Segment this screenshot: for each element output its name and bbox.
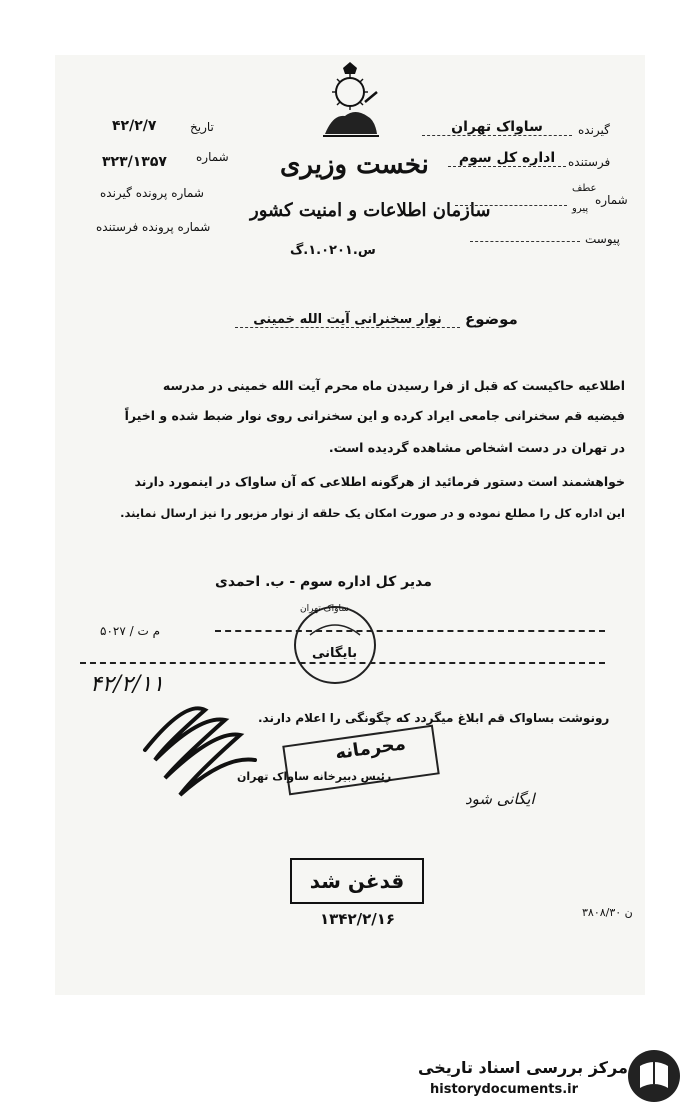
date-value: ۴۲/۲/۷ — [112, 118, 157, 134]
lion-and-sun-emblem — [315, 62, 385, 140]
corner-code: ۳۸۰۸/۳۰ ن — [582, 906, 633, 919]
sender-value: اداره کل سوم — [448, 150, 566, 167]
rect-stamp-text: محرمانه — [333, 733, 408, 764]
subject-value: نوار سخنرانی آیت الله خمینی — [235, 312, 460, 328]
recipient-label: گیرنده — [578, 123, 610, 137]
body-line-4: خواهشمند است دستور فرمائید از هرگونه اطلاعی که آن ساواک در اینمورد دارند — [134, 474, 625, 489]
body-line-3: در تهران در دست اشخاص مشاهده گردیده است. — [328, 440, 625, 455]
handwritten-number: ۴۲/۲/۱۱ — [90, 672, 164, 697]
round-stamp-line2: بایگانی — [312, 646, 358, 661]
handwritten-signature — [125, 690, 265, 805]
footer-brand-fa: مرکز بررسی اسناد تاریخی — [418, 1058, 628, 1077]
margin-note: ۵۰۲۷ / م ت — [100, 624, 160, 638]
number-sub-peyro: پیرو — [572, 203, 589, 214]
body-line-2: فیضیه قم سخنرانی جامعی ایراد کرده و این سخنرانی روی نوار ضبط شده و اخیراً — [124, 408, 625, 423]
organization-title: سازمان اطلاعات و امنیت کشور — [250, 200, 491, 221]
round-stamp-line1: ساواک تهران — [300, 604, 349, 614]
footer-brand-url: historydocuments.ir — [430, 1082, 579, 1097]
number-label-right: شماره — [595, 193, 628, 207]
separator-line-1 — [215, 630, 605, 632]
left-number-value: ۳۲۳/۱۳۵۷ — [102, 154, 167, 170]
box-stamp: قدغن شد — [290, 858, 424, 904]
handwritten-note: ایگانی شود — [465, 790, 535, 808]
sender-file-label: شماره پرونده فرستنده — [96, 220, 211, 234]
date-label: تاریخ — [190, 120, 214, 134]
copy-note: رونوشت بساواک قم ابلاغ میگردد که چگونگی را اعلام دارند. — [258, 711, 610, 725]
receiver-file-label: شماره پرونده گیرنده — [100, 186, 204, 200]
body-line-1: اطلاعیه حاکیست که قبل از فرا رسیدن ماه محرم آیت الله خمینی در مدرسه — [162, 378, 625, 393]
number-line — [455, 205, 567, 206]
history-documents-logo-icon — [626, 1048, 682, 1104]
attachment-line — [470, 241, 580, 242]
sender-label: فرستنده — [568, 155, 611, 169]
left-number-label: شماره — [196, 150, 229, 164]
subject-label: موضوع — [465, 310, 518, 328]
copy-note-sign: رئیس دبیرخانه ساواک تهران — [237, 770, 392, 783]
organization-code: س.۱.۰۲۰۱.گ — [290, 243, 376, 258]
signature-line: مدیر کل اداره سوم - ب. احمدی — [215, 574, 432, 590]
attachment-label: پیوست — [585, 232, 620, 246]
recipient-value: ساواک تهران — [422, 119, 572, 136]
number-sub-atf: عطف — [572, 183, 597, 194]
body-line-5: این اداره کل را مطلع نموده و در صورت امکان یک حلقه از نوار مزبور را نیز ارسال نمایند. — [120, 506, 625, 520]
ministry-title: نخست وزیری — [280, 150, 429, 180]
bottom-date: ۱۳۴۲/۲/۱۶ — [320, 910, 396, 928]
